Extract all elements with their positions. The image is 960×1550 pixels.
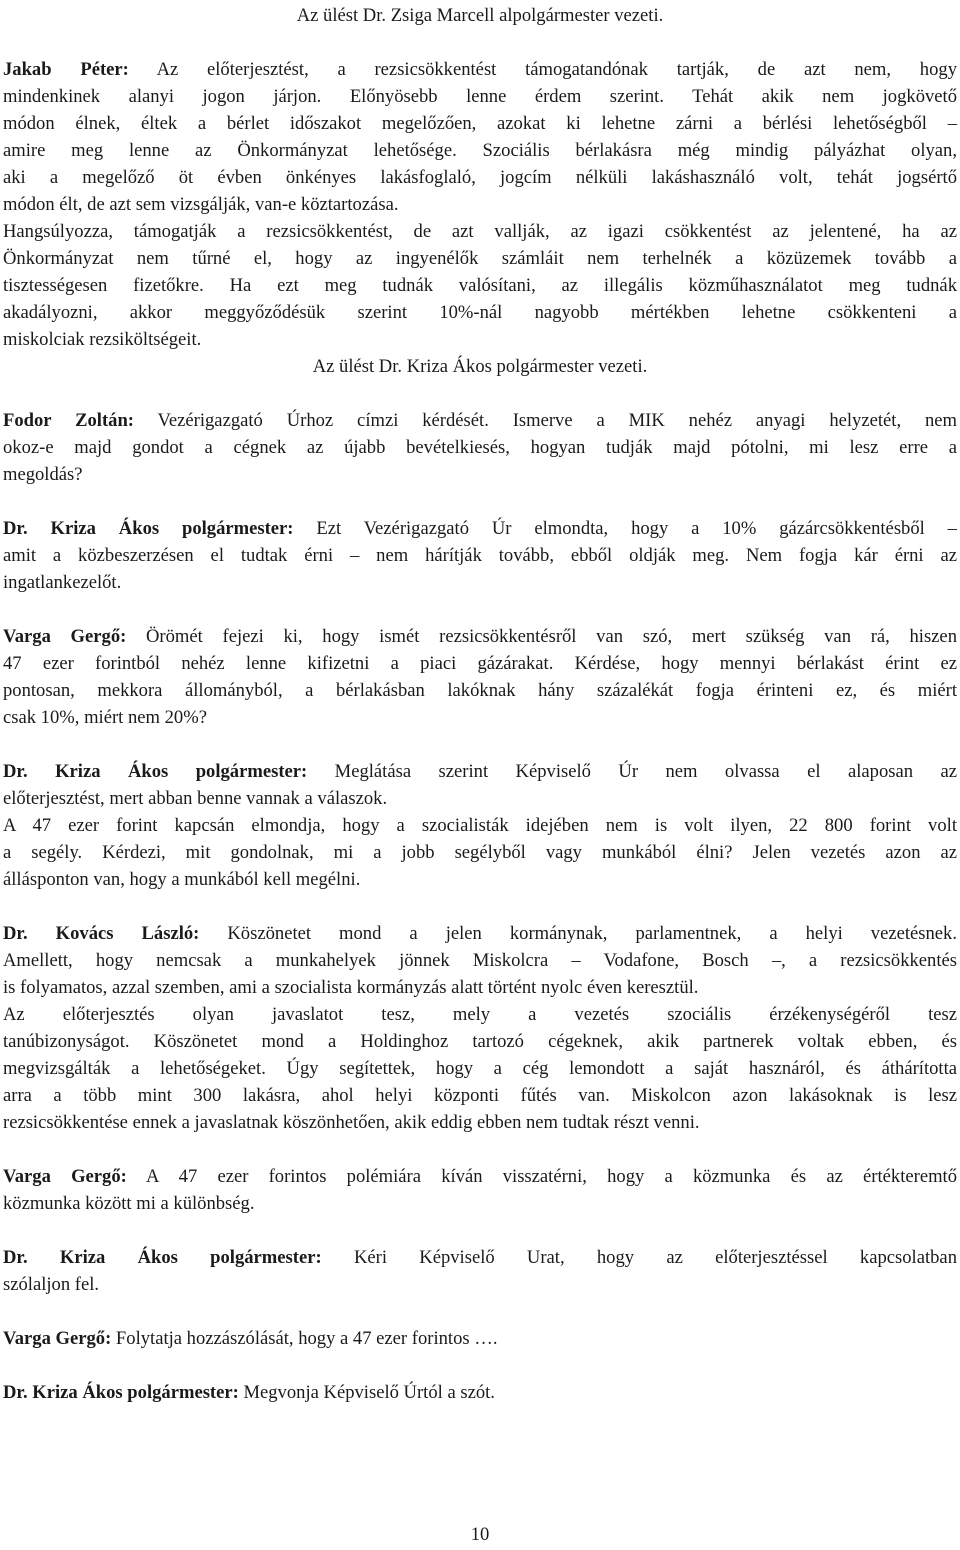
speaker-name: Dr. Kriza Ákos polgármester: [3, 1247, 322, 1268]
speaker-name: Dr. Kriza Ákos polgármester: [3, 761, 308, 782]
paragraph-line: csak 10%, miért nem 20%? [3, 707, 207, 728]
paragraph-line: rezsicsökkentése ennek a javaslatnak köszönhetően, akik eddig ebben nem tudtak részt venni. [3, 1112, 700, 1133]
paragraph-line [3, 758, 957, 785]
paragraph-line: okoz-e majd gondot a cégnek az újabb bevételkiesés, hogyan tudják majd pótolni, mi lesz erre a [3, 437, 957, 458]
speaker-name: Varga Gergő: [3, 626, 127, 647]
spacer [3, 893, 957, 920]
speaker-name: Dr. Kriza Ákos polgármester: [3, 1382, 239, 1403]
paragraph-line: amit a közbeszerzésen el tudtak érni – nem hárítják tovább, ebből oldják meg. Nem fogja kár érni az [3, 545, 957, 566]
paragraph-line: állásponton van, hogy a munkából kell megélni. [3, 869, 361, 890]
paragraph-line: szólaljon fel. [3, 1274, 100, 1295]
speech-text: A 47 ezer forintos polémiára kíván visszatérni, hogy a közmunka és az értékteremtő [126, 1166, 957, 1187]
paragraph-line: módon élt, de azt sem vizsgálják, van-e köztartozása. [3, 194, 399, 215]
speaker-name: Fodor Zoltán: [3, 410, 134, 431]
spacer [3, 29, 957, 56]
paragraph-line [3, 1244, 957, 1271]
speaker-name: Dr. Kriza Ákos polgármester: [3, 518, 294, 539]
paragraph-line [3, 407, 957, 434]
paragraph-line: mindenkinek alanyi jogon járjon. Előnyösebb lenne érdem szerint. Tehát akik nem jogkövető [3, 86, 957, 107]
speech-text: Örömét fejezi ki, hogy ismét rezsicsökkentésről van szó, mert szükség van rá, hiszen [126, 626, 957, 647]
speaker-name: Varga Gergő: [3, 1328, 112, 1349]
paragraph-line: tisztességesen fizetőkre. Ha ezt meg tudnák valósítani, az illegális közműhasználatot meg tudnák [3, 275, 957, 296]
paragraph-line: előterjesztést, mert abban benne vannak a válaszok. [3, 788, 388, 809]
paragraph-line: arra a több mint 300 lakásra, ahol helyi központi fűtés van. Miskolcon azon lakásoknak is lesz [3, 1085, 957, 1106]
paragraph-line: A 47 ezer forint kapcsán elmondja, hogy a szocialisták idejében nem is volt ilyen, 22 800 forint volt [3, 815, 957, 836]
paragraph-line [3, 920, 957, 947]
speech-text: Folytatja hozzászólását, hogy a 47 ezer forintos …. [111, 1328, 498, 1349]
paragraph-line: 47 ezer forintból nehéz lenne kifizetni a piaci gázárakat. Kérdése, hogy mennyi bérlakást érint ez [3, 653, 957, 674]
page-number: 10 [470, 1524, 490, 1545]
speech-text: Vezérigazgató Úrhoz címzi kérdését. Ismerve a MIK nehéz anyagi helyzetét, nem [133, 410, 957, 431]
spacer [3, 596, 957, 623]
spacer [3, 488, 957, 515]
paragraph-line: Hangsúlyozza, támogatják a rezsicsökkentést, de azt vallják, az igazi csökkentést az jelentené, ha az [3, 221, 957, 242]
paragraph-line [3, 623, 957, 650]
paragraph-line: ingatlankezelőt. [3, 572, 122, 593]
speech-text: Ezt Vezérigazgató Úr elmondta, hogy a 10% gázárcsökkentésből – [293, 518, 957, 539]
paragraph-line [3, 1325, 957, 1352]
paragraph-line: Amellett, hogy nemcsak a munkahelyek jönnek Miskolcra – Vodafone, Bosch –, a rezsicsökkentés [3, 950, 957, 971]
paragraph-line: tanúbizonyságot. Köszönetet mond a Holdinghoz tartozó cégeknek, akik partnerek voltak ebben, és [3, 1031, 957, 1052]
paragraph-line: Önkormányzat nem tűrné el, hogy az ingyenélők számláit nem terhelnék a közüzemek tovább a [3, 248, 957, 269]
paragraph-line: aki a megelőző öt évben önkényes lakásfoglaló, jogcím nélküli lakáshasználó volt, tehát jogsértő [3, 167, 957, 188]
spacer [3, 1136, 957, 1163]
speech-text: Kéri Képviselő Urat, hogy az előterjesztéssel kapcsolatban [321, 1247, 957, 1268]
spacer [3, 1217, 957, 1244]
spacer [3, 380, 957, 407]
spacer [3, 731, 957, 758]
paragraph-line: akadályozni, akkor meggyőződésük szerint 10%-nál nagyobb mértékben lehetne csökkenteni a [3, 302, 957, 323]
chair-note: Az ülést Dr. Zsiga Marcell alpolgármester vezeti. [296, 5, 664, 26]
spacer [3, 1298, 957, 1325]
paragraph-line: a segély. Kérdezi, mit gondolnak, mi a jobb segélyből vagy munkából élni? Jelen vezetés azon az [3, 842, 957, 863]
speaker-name: Dr. Kovács László: [3, 923, 200, 944]
speech-text: Az előterjesztést, a rezsicsökkentést támogatandónak tartják, de azt nem, hogy [128, 59, 957, 80]
paragraph-line: miskolciak rezsiköltségeit. [3, 329, 202, 350]
paragraph-line [3, 515, 957, 542]
paragraph-line: pontosan, mekkora állományból, a bérlakásban lakóknak hány százalékát fogja érinteni ez, és miért [3, 680, 957, 701]
paragraph-line: megoldás? [3, 464, 83, 485]
chair-change-note: Az ülést Dr. Kriza Ákos polgármester vezeti. [312, 356, 648, 377]
speech-text: Megvonja Képviselő Úrtól a szót. [238, 1382, 495, 1403]
paragraph-line: is folyamatos, azzal szemben, ami a szocialista kormányzás alatt történt nyolc éven keresztül. [3, 977, 699, 998]
paragraph-line [3, 1379, 957, 1406]
paragraph-line: közmunka között mi a különbség. [3, 1193, 255, 1214]
speech-text: Meglátása szerint Képviselő Úr nem olvassa el alaposan az [307, 761, 957, 782]
paragraph-line: Az előterjesztés olyan javaslatot tesz, mely a vezetés szociális érzékenységéről tesz [3, 1004, 957, 1025]
paragraph-line: módon élnek, éltek a bérlet időszakot megelőzően, azokat ki lehetne zárni a bérlési lehetőségből – [3, 113, 957, 134]
paragraph-line [3, 56, 957, 83]
speaker-name: Jakab Péter: [3, 59, 129, 80]
speech-text: Köszönetet mond a jelen kormánynak, parlamentnek, a helyi vezetésnek. [199, 923, 958, 944]
paragraph-line [3, 1163, 957, 1190]
paragraph-line: megvizsgálták a lehetőségeket. Úgy segítettek, hogy a cég lemondott a saját hasznáról, és áthárította [3, 1058, 957, 1079]
spacer [3, 1352, 957, 1379]
paragraph-line: amire meg lenne az Önkormányzat lehetősége. Szociális bérlakásra még mindig pályázhat olyan, [3, 140, 957, 161]
speaker-name: Varga Gergő: [3, 1166, 127, 1187]
